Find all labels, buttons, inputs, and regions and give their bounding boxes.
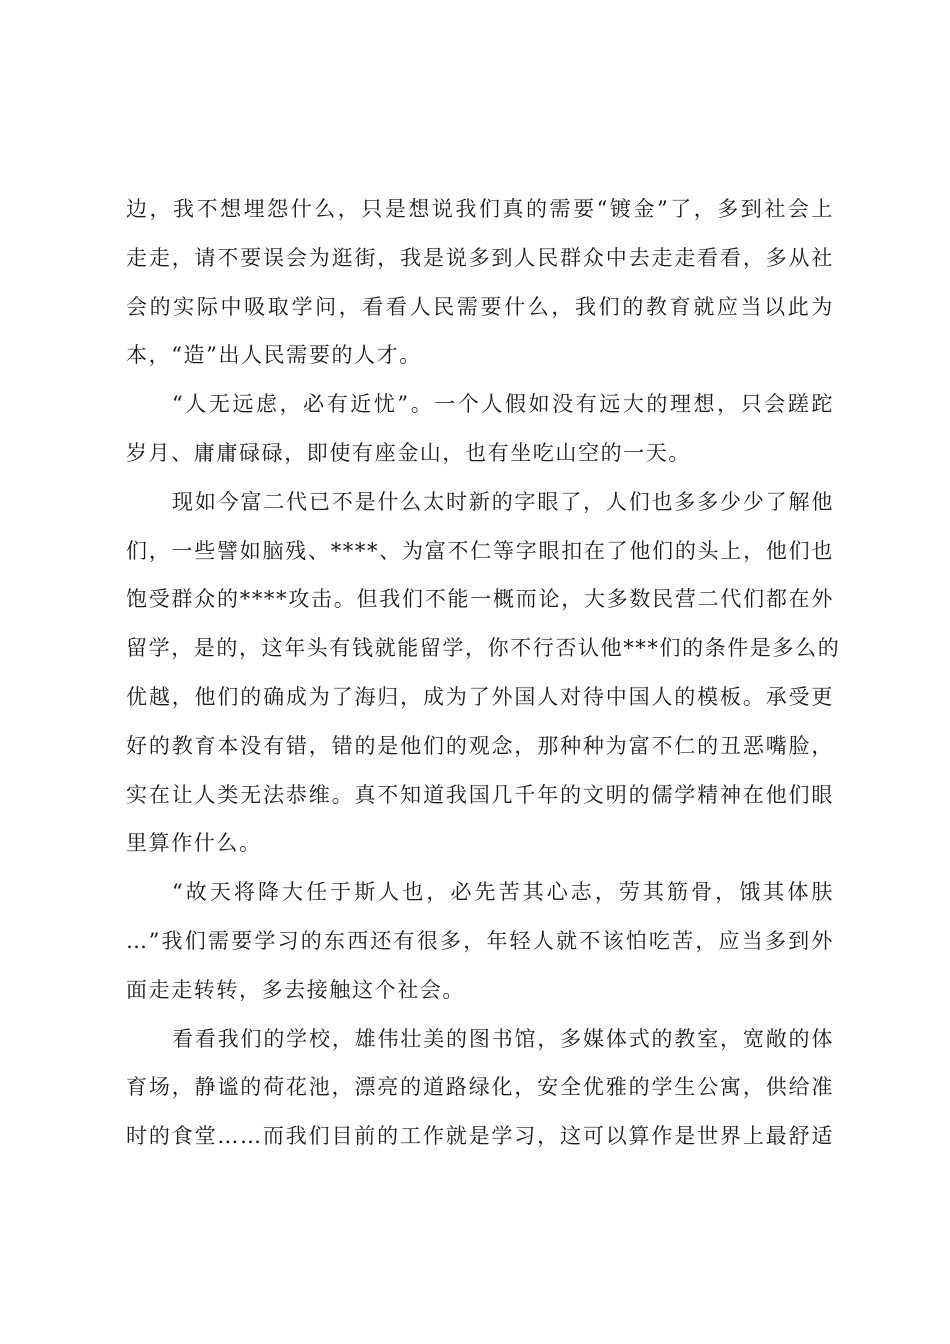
paragraph-4-line-2: …”我们需要学习的东西还有很多，年轻人就不该怕吃苦，应当多到外 [126,928,834,953]
paragraph-2-line-1: “人无远虑，必有近忧”。一个人假如没有远大的理想，只会蹉跎 [172,392,834,417]
paragraph-4-line-1: “故天将降大任于斯人也，必先苦其心志，劳其筋骨，饿其体肤 [172,880,834,905]
paragraph-3-line-5: 优越，他们的确成为了海归，成为了外国人对待中国人的模板。承受更 [126,684,834,709]
paragraph-3-line-3: 饱受群众的****攻击。但我们不能一概而论，大多数民营二代们都在外 [126,587,834,612]
paragraph-3-line-4: 留学，是的，这年头有钱就能留学，你不行否认他***们的条件是多么的 [126,636,841,661]
document-body [126,185,841,1161]
paragraph-3-line-6: 好的教育本没有错，错的是他们的观念，那种种为富不仁的丑恶嘴脸， [126,733,834,758]
paragraph-1-line-4: 本，“造”出人民需要的人才。 [126,343,422,368]
paragraph-4-line-3: 面走走转转，多去接触这个社会。 [126,977,465,1002]
paragraph-2-line-2: 岁月、庸庸碌碌，即使有座金山，也有坐吃山空的一天。 [126,440,691,465]
paragraph-3-line-7: 实在让人类无法恭维。真不知道我国几千年的文明的儒学精神在他们眼 [126,782,834,807]
paragraph-5-line-3: 时的食堂……而我们目前的工作就是学习，这可以算作是世界上最舒适 [126,1124,834,1149]
paragraph-3-line-1: 现如今富二代已不是什么太时新的字眼了，人们也多多少少了解他 [172,489,834,514]
paragraph-1-line-2: 走走，请不要误会为逛街，我是说多到人民群众中去走走看看，多从社 [126,245,834,270]
paragraph-5-line-2: 育场，静谧的荷花池，漂亮的道路绿化，安全优雅的学生公寓，供给准 [126,1075,834,1100]
paragraph-1-line-1: 边，我不想埋怨什么，只是想说我们真的需要“镀金”了，多到社会上 [126,197,834,221]
paragraph-3-line-2: 们，一些譬如脑残、****、为富不仁等字眼扣在了他们的头上，他们也 [126,538,834,563]
paragraph-5-line-1: 看看我们的学校，雄伟壮美的图书馆，多媒体式的教室，宽敞的体 [172,1026,834,1051]
paragraph-3-line-8: 里算作什么。 [126,831,262,856]
paragraph-1-line-3: 会的实际中吸取学问，看看人民需要什么，我们的教育就应当以此为 [126,294,834,319]
